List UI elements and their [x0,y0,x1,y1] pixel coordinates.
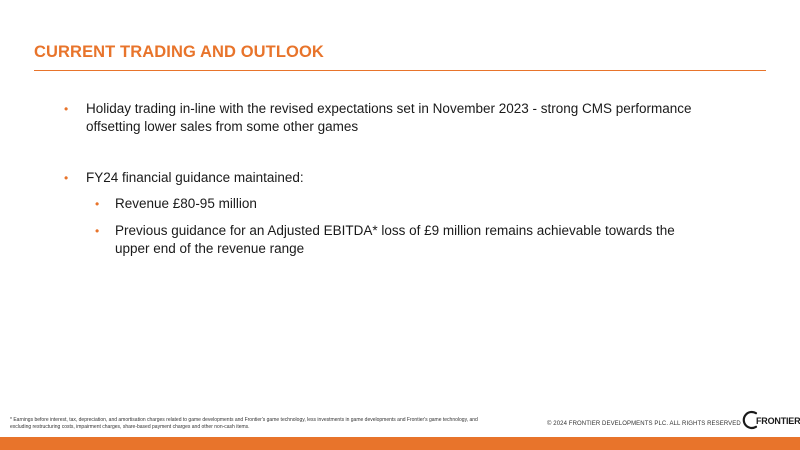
bullet-text: Previous guidance for an Adjusted EBITDA* loss of £9 million remains achievable towards the upper end of the revenue range [115,223,675,256]
bullet-marker: • [95,197,100,211]
sub-bullet-revenue [95,195,695,213]
bullet-text: Revenue £80-95 million [115,196,257,211]
bullet-marker: • [95,224,100,238]
sub-bullet-ebitda [95,222,695,258]
footer-bar [0,437,800,450]
title-divider [34,70,766,71]
bullet-text: FY24 financial guidance maintained: [86,170,304,185]
bullet-text: Holiday trading in-line with the revised expectations set in November 2023 - strong CMS performance offsetting lower sales from some other games [86,101,692,134]
frontier-logo [742,410,798,434]
copyright-notice: © 2024 FRONTIER DEVELOPMENTS PLC. ALL RIGHTS RESERVED [547,421,741,427]
bullet-holiday-trading [64,100,704,136]
logo-wordmark: FRONTIER [756,416,800,426]
slide-title: CURRENT TRADING AND OUTLOOK [34,43,324,61]
footnote: * Earnings before interest, tax, depreciation, and amortisation charges related to game developments and Frontier's game technology, less investments in game developments and Frontier's game technology, and excluding restructuring costs, impairment charges, share-based payment charges and other non-cash items. [10,417,478,430]
bullet-fy24-guidance [64,169,704,187]
bullet-marker: • [64,171,69,185]
bullet-marker: • [64,102,69,116]
